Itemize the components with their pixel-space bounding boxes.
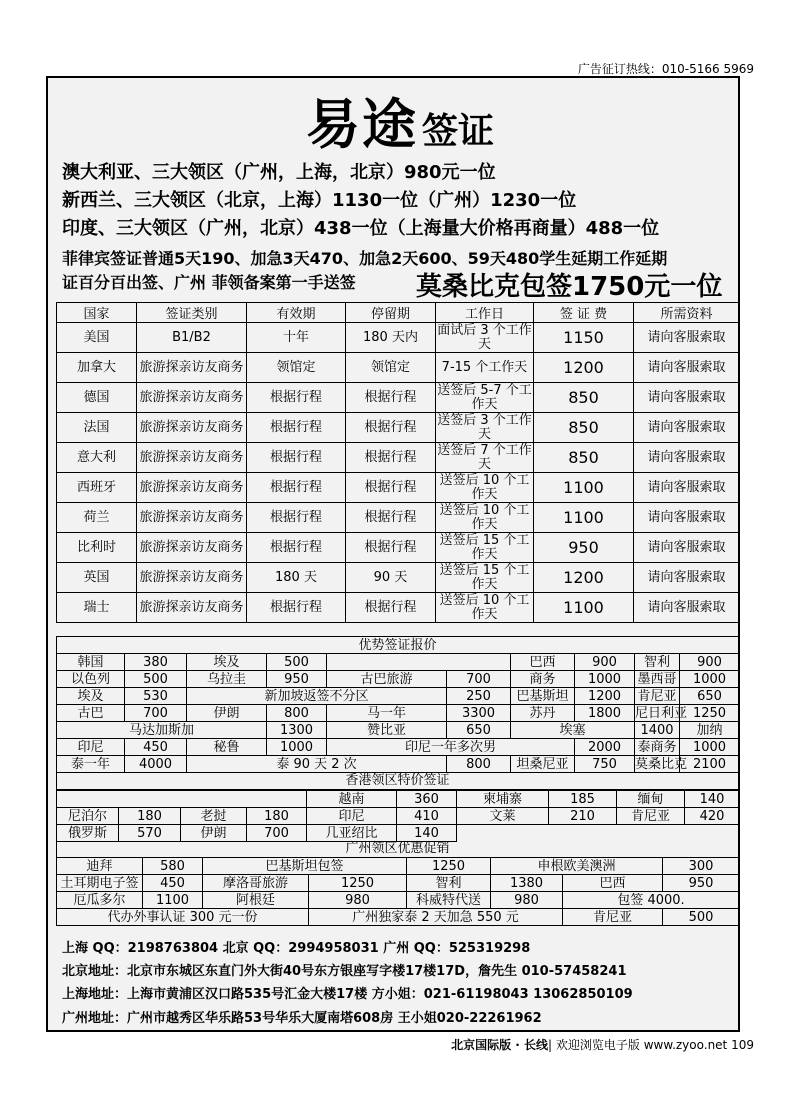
table-cell: 马一年 <box>327 705 447 722</box>
table-cell: 苏丹 <box>511 705 575 722</box>
table-cell: 根据行程 <box>346 473 436 503</box>
table-cell: 500 <box>663 909 740 926</box>
header-visa-type: 签证类别 <box>137 303 247 323</box>
table-cell: 1300 <box>267 722 327 739</box>
table-cell: 英国 <box>57 563 137 593</box>
table-cell: 印尼一年多次男 <box>327 739 575 756</box>
table-cell: 旅游探亲访友商务 <box>137 503 247 533</box>
table-cell: 1380 <box>491 875 563 892</box>
visa-price-table <box>56 302 740 623</box>
table-row <box>57 671 740 688</box>
table-cell: 450 <box>125 739 187 756</box>
brand-name: 易途 <box>305 93 418 156</box>
table-cell: 泰一年 <box>57 756 125 773</box>
contact-guangzhou-address: 广州地址：广州市越秀区华乐路53号华乐大厦南塔608房 王小姐020-22261962 <box>62 1011 542 1026</box>
advantage-section-title: 优势签证报价 <box>56 636 739 654</box>
table-cell: 埃及 <box>187 654 267 671</box>
table-cell: 根据行程 <box>247 383 346 413</box>
table-row <box>57 791 740 808</box>
header-workdays: 工作日 <box>436 303 534 323</box>
table-cell: 泰 90 天 2 次 <box>187 756 447 773</box>
table-cell: 加拿大 <box>57 353 137 383</box>
visa-row <box>57 563 740 593</box>
table-cell: 西班牙 <box>57 473 137 503</box>
table-cell: 800 <box>267 705 327 722</box>
ad-hotline: 广告征订热线：010-5166 5969 <box>577 62 754 76</box>
table-cell: 肯尼亚 <box>617 808 685 825</box>
table-cell: 巴西 <box>511 654 575 671</box>
table-cell: 旅游探亲访友商务 <box>137 533 247 563</box>
visa-fee: 1100 <box>534 503 634 533</box>
table-row <box>57 808 740 825</box>
table-cell: 根据行程 <box>346 503 436 533</box>
promo-australia: 澳大利亚、三大领区（广州，上海，北京）980元一位 <box>62 162 496 183</box>
visa-fee: 850 <box>534 413 634 443</box>
footer-brand: 北京国际版 · 长线 <box>451 1038 549 1052</box>
table-cell: 摩洛哥旅游 <box>203 875 309 892</box>
table-cell: 980 <box>491 892 563 909</box>
table-cell: 根据行程 <box>346 383 436 413</box>
table-cell: 领馆定 <box>346 353 436 383</box>
footer-text: 欢迎浏览电子版 www.zyoo.net <box>555 1038 728 1052</box>
visa-row <box>57 503 740 533</box>
table-cell: 旅游探亲访友商务 <box>137 413 247 443</box>
visa-fee: 1100 <box>534 593 634 623</box>
table-cell: 迪拜 <box>57 858 143 875</box>
table-cell: 旅游探亲访友商务 <box>137 593 247 623</box>
table-cell: 文莱 <box>457 808 549 825</box>
table-cell: 请向客服索取 <box>634 383 740 413</box>
table-cell: 420 <box>685 808 740 825</box>
table-cell: 750 <box>575 756 635 773</box>
table-cell: 以色列 <box>57 671 125 688</box>
table-cell: 越南 <box>307 791 397 808</box>
table-cell: 旅游探亲访友商务 <box>137 383 247 413</box>
table-cell: 马达加斯加 <box>57 722 267 739</box>
table-cell: 根据行程 <box>346 413 436 443</box>
table-cell: 送签后 15 个工作天 <box>436 563 534 593</box>
table-cell: 乌拉圭 <box>187 671 267 688</box>
table-cell: 伊朗 <box>187 705 267 722</box>
table-cell: 570 <box>119 825 181 842</box>
table-cell: 土耳期电子签 <box>57 875 143 892</box>
table-cell: 请向客服索取 <box>634 593 740 623</box>
table-cell: 比利时 <box>57 533 137 563</box>
table-cell: 根据行程 <box>247 593 346 623</box>
table-cell: 加纳 <box>680 722 740 739</box>
table-cell: 十年 <box>247 323 346 353</box>
table-cell: 旅游探亲访友商务 <box>137 563 247 593</box>
table-row <box>57 909 740 926</box>
table-cell: 伊朗 <box>181 825 247 842</box>
table-cell: 650 <box>447 722 511 739</box>
table-cell: 韩国 <box>57 654 125 671</box>
table-cell: 180 天内 <box>346 323 436 353</box>
visa-fee: 1200 <box>534 563 634 593</box>
contact-shanghai-address: 上海地址：上海市黄浦区汉口路535号汇金大楼17楼 方小姐：021-61198043 13062850109 <box>62 987 633 1002</box>
table-cell: 墨西哥 <box>635 671 680 688</box>
table-cell: 古巴 <box>57 705 125 722</box>
table-cell: 尼泊尔 <box>57 808 119 825</box>
table-cell: 7-15 个工作天 <box>436 353 534 383</box>
table-cell: 950 <box>663 875 740 892</box>
table-row <box>57 756 740 773</box>
table-row <box>57 688 740 705</box>
table-cell: 4000 <box>125 756 187 773</box>
visa-row <box>57 383 740 413</box>
table-cell: 根据行程 <box>247 533 346 563</box>
table-cell: 360 <box>397 791 457 808</box>
table-row <box>57 875 740 892</box>
table-cell: 泰商务 <box>635 739 680 756</box>
contact-qq: 上海 QQ：2198763804 北京 QQ：2994958031 广州 QQ：525319298 <box>62 941 531 956</box>
table-cell: 根据行程 <box>247 473 346 503</box>
table-cell: 秘鲁 <box>187 739 267 756</box>
table-row <box>57 705 740 722</box>
table-cell: 请向客服索取 <box>634 473 740 503</box>
table-cell: 请向客服索取 <box>634 503 740 533</box>
table-cell: 950 <box>267 671 327 688</box>
table-cell: 180 <box>119 808 181 825</box>
table-cell: 埃塞 <box>511 722 635 739</box>
table-cell: 旅游探亲访友商务 <box>137 443 247 473</box>
table-cell: 缅甸 <box>617 791 685 808</box>
visa-fee: 950 <box>534 533 634 563</box>
table-cell: 智利 <box>407 875 491 892</box>
table-cell: 尼日利亚 <box>635 705 688 721</box>
table-row <box>57 722 740 739</box>
table-row <box>57 825 740 842</box>
promo-philippines-2: 证百分百出签、广州 菲领备案第一手送签 <box>62 273 356 292</box>
page-number: 109 <box>731 1038 754 1052</box>
table-cell: 140 <box>685 791 740 808</box>
table-cell: 450 <box>143 875 203 892</box>
visa-fee: 1100 <box>534 473 634 503</box>
table-cell: 900 <box>575 654 635 671</box>
table-cell: 900 <box>680 654 740 671</box>
guangzhou-price-table <box>56 857 740 926</box>
table-cell: 柬埔寨 <box>457 791 549 808</box>
table-cell: 1000 <box>267 739 327 756</box>
hongkong-section-title: 香港领区特价签证 <box>56 772 739 790</box>
table-cell: 赞比亚 <box>327 722 447 739</box>
table-cell: 肯尼亚 <box>635 688 680 705</box>
table-cell: 厄瓜多尔 <box>57 892 143 909</box>
table-cell: 阿根廷 <box>203 892 309 909</box>
table-cell: 1400 <box>635 722 680 739</box>
table-cell: 根据行程 <box>346 593 436 623</box>
guangzhou-section-title: 广州领区优惠促销 <box>56 840 739 858</box>
table-cell: 根据行程 <box>247 443 346 473</box>
table-row <box>57 858 740 875</box>
header-documents: 所需资料 <box>634 303 740 323</box>
table-cell: 包签 4000. <box>563 892 740 909</box>
table-cell: 旅游探亲访友商务 <box>137 353 247 383</box>
table-cell: 185 <box>549 791 617 808</box>
table-cell: 俄罗斯 <box>57 825 119 842</box>
table-cell: 1250 <box>407 858 491 875</box>
table-cell: 1250 <box>309 875 407 892</box>
table-cell: 请向客服索取 <box>634 323 740 353</box>
table-cell: B1/B2 <box>137 323 247 353</box>
table-cell: 广州独家泰 2 天加急 550 元 <box>309 909 563 926</box>
header-fee: 签 证 费 <box>534 303 634 323</box>
table-cell: 700 <box>125 705 187 722</box>
table-cell: 1200 <box>575 688 635 705</box>
table-cell <box>57 791 307 808</box>
table-cell: 古巴旅游 <box>327 671 447 688</box>
table-cell: 250 <box>447 688 511 705</box>
table-cell: 700 <box>447 671 511 688</box>
header-country: 国家 <box>57 303 137 323</box>
table-cell: 送签后 7 个工作天 <box>437 442 532 472</box>
visa-table-header <box>57 303 740 323</box>
table-cell: 3300 <box>447 705 511 722</box>
table-cell: 请向客服索取 <box>634 443 740 473</box>
promo-new-zealand: 新西兰、三大领区（北京，上海）1130一位（广州）1230一位 <box>62 190 577 211</box>
table-row <box>57 739 740 756</box>
table-cell: 送签后 10 个工作天 <box>436 473 534 503</box>
visa-fee: 1200 <box>534 353 634 383</box>
table-cell: 商务 <box>511 671 575 688</box>
brand-subtitle: 签证 <box>421 111 494 152</box>
table-cell: 巴基斯坦包签 <box>203 858 407 875</box>
table-cell: 印尼 <box>307 808 397 825</box>
brand-title <box>0 82 800 159</box>
table-cell: 面试后 3 个工作天 <box>437 322 532 352</box>
visa-row <box>57 533 740 563</box>
table-cell: 2100 <box>680 756 740 773</box>
table-cell: 领馆定 <box>247 353 346 383</box>
table-cell: 老挝 <box>181 808 247 825</box>
table-cell: 请向客服索取 <box>634 533 740 563</box>
table-cell: 1250 <box>680 705 740 722</box>
table-cell: 送签后 10 个工作天 <box>436 593 534 623</box>
table-cell: 智利 <box>635 654 680 671</box>
table-cell: 2000 <box>575 739 635 756</box>
table-cell: 根据行程 <box>247 503 346 533</box>
visa-fee: 1150 <box>534 323 634 353</box>
table-cell: 旅游探亲访友商务 <box>137 473 247 503</box>
table-cell: 肯尼亚 <box>563 909 663 926</box>
table-cell: 请向客服索取 <box>634 563 740 593</box>
table-cell: 德国 <box>57 383 137 413</box>
visa-row <box>57 413 740 443</box>
table-cell: 法国 <box>57 413 137 443</box>
table-cell: 1000 <box>680 739 740 756</box>
table-cell: 美国 <box>57 323 137 353</box>
table-cell: 140 <box>397 825 457 842</box>
promo-philippines-1: 菲律宾签证普通5天190、加急3天470、加急2天600、59天480学生延期工作延期 <box>62 249 668 268</box>
promo-mozambique: 莫桑比克包签1750元一位 <box>416 272 723 302</box>
table-cell: 送签后 10 个工作天 <box>436 503 534 533</box>
table-cell <box>327 654 511 671</box>
table-cell: 650 <box>680 688 740 705</box>
promo-india: 印度、三大领区（广州，北京）438一位（上海量大价格再商量）488一位 <box>62 218 660 239</box>
table-cell: 410 <box>397 808 457 825</box>
table-cell: 印尼 <box>57 739 125 756</box>
visa-row <box>57 473 740 503</box>
table-cell: 送签后 5-7 个工作天 <box>437 382 532 412</box>
table-cell: 980 <box>309 892 407 909</box>
visa-row <box>57 593 740 623</box>
table-cell: 1000 <box>680 671 740 688</box>
advantage-price-table <box>56 653 740 773</box>
table-cell: 500 <box>125 671 187 688</box>
table-cell: 请向客服索取 <box>634 413 740 443</box>
table-cell: 埃及 <box>57 688 125 705</box>
hongkong-price-table <box>56 790 740 842</box>
table-cell: 500 <box>267 654 327 671</box>
table-row <box>57 892 740 909</box>
header-stay: 停留期 <box>346 303 436 323</box>
table-cell: 530 <box>125 688 187 705</box>
table-cell: 700 <box>247 825 307 842</box>
visa-row <box>57 443 740 473</box>
table-cell: 根据行程 <box>346 533 436 563</box>
header-validity: 有效期 <box>247 303 346 323</box>
table-cell: 380 <box>125 654 187 671</box>
table-cell: 根据行程 <box>346 443 436 473</box>
page-footer: 北京国际版 · 长线| 欢迎浏览电子版 www.zyoo.net 109 <box>451 1038 754 1052</box>
table-cell: 1800 <box>575 705 635 722</box>
visa-fee: 850 <box>534 443 634 473</box>
table-cell: 580 <box>143 858 203 875</box>
table-cell: 意大利 <box>57 443 137 473</box>
table-cell: 瑞士 <box>57 593 137 623</box>
visa-row <box>57 323 740 353</box>
table-cell: 荷兰 <box>57 503 137 533</box>
table-cell: 申根欧美澳洲 <box>491 858 663 875</box>
visa-row <box>57 353 740 383</box>
table-cell: 180 <box>247 808 307 825</box>
table-cell: 请向客服索取 <box>634 353 740 383</box>
table-cell: 坦桑尼亚 <box>511 756 575 773</box>
contact-beijing-address: 北京地址：北京市东城区东直门外大街40号东方银座写字楼17楼17D，詹先生 010-57458241 <box>62 964 627 979</box>
table-cell: 210 <box>549 808 617 825</box>
table-cell: 180 天 <box>247 563 346 593</box>
table-cell: 1000 <box>575 671 635 688</box>
table-cell: 90 天 <box>346 563 436 593</box>
table-cell: 代办外事认证 300 元一份 <box>57 909 309 926</box>
table-cell: 巴基斯坦 <box>511 688 575 705</box>
table-cell: 1100 <box>143 892 203 909</box>
table-row <box>57 654 740 671</box>
table-cell: 科威特代送 <box>407 892 491 909</box>
table-cell: 巴西 <box>563 875 663 892</box>
table-cell: 根据行程 <box>247 413 346 443</box>
table-cell: 送签后 3 个工作天 <box>437 412 532 442</box>
visa-fee: 850 <box>534 383 634 413</box>
table-cell: 送签后 15 个工作天 <box>436 533 534 563</box>
table-cell: 新加坡返签不分区 <box>187 688 447 705</box>
table-cell: 800 <box>447 756 511 773</box>
table-cell: 300 <box>663 858 740 875</box>
table-cell: 几亚绍比 <box>307 825 397 842</box>
table-cell: 莫桑比克 <box>635 756 688 772</box>
